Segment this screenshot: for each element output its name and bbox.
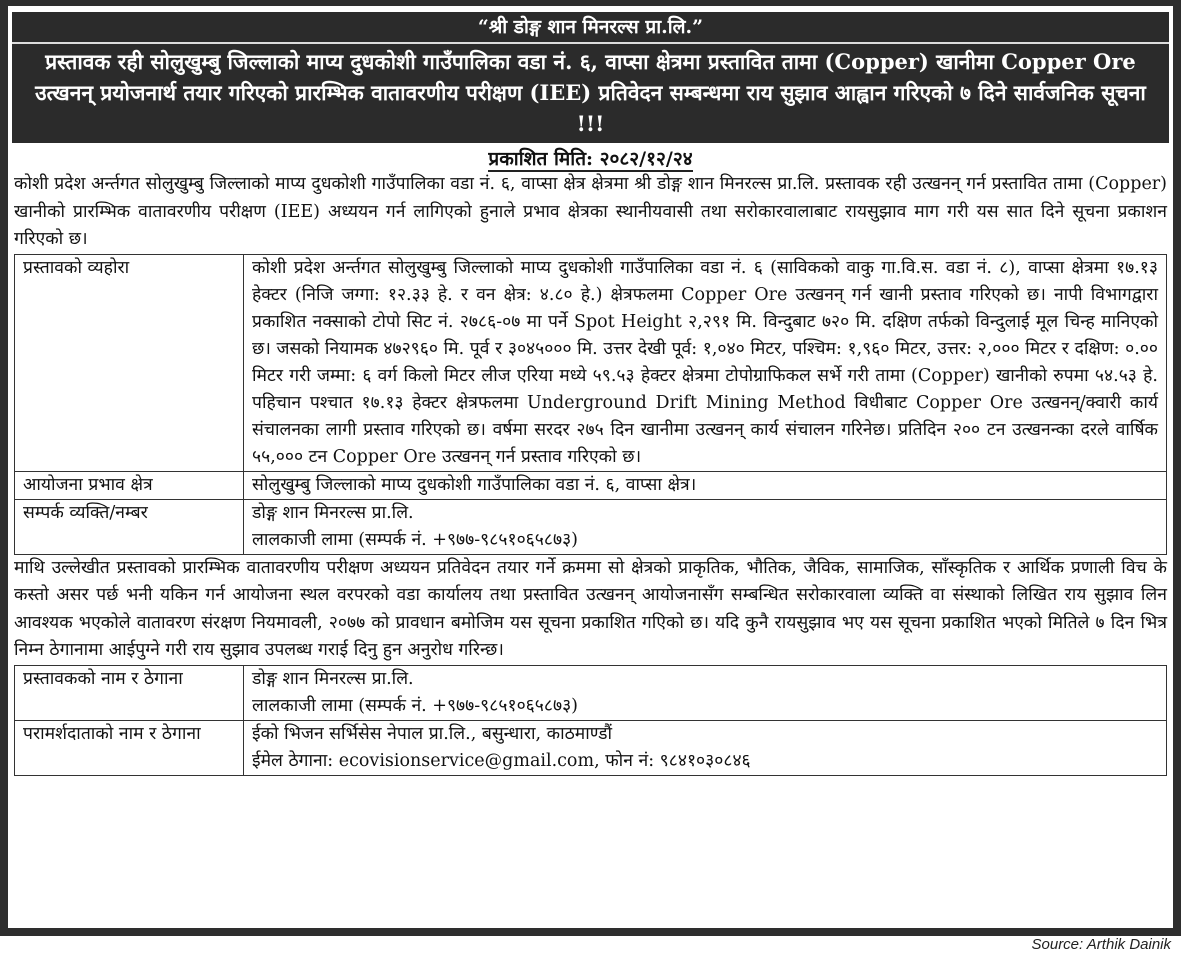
row-label: परामर्शदाताको नाम र ठेगाना — [15, 720, 244, 775]
table-row — [15, 254, 1167, 471]
table-row — [15, 665, 1167, 720]
proposal-table — [14, 254, 1167, 555]
intro-paragraph: कोशी प्रदेश अर्न्तगत सोलुखुम्बु जिल्लाको माप्य दुधकोशी गाउँपालिका वडा नं. ६, वाप्सा क्षेत्र क्षेत्रमा श्री डोङ्ग शान मिनरल्स प्रा.लि. प्रस्तावक रही उत्खनन् गर्न प्रस्तावित तामा (Copper) खानीको प्रारम्भिक वातावरणीय परीक्षण (IEE) अध्ययन गर्न लागिएको हुनाले प्रभाव क्षेत्रका स्थानीयवासी तथा सरोकारवालाबाट रायसुझाव माग गरी यस सात दिने सूचना प्रकाशन गरिएको छ। — [14, 174, 1167, 249]
row-value-line: लालकाजी लामा (सम्पर्क नं. +९७७-९८५१०६५८७३) — [252, 695, 578, 716]
row-value-line: कोशी प्रदेश अर्न्तगत सोलुखुम्बु जिल्लाको माप्य दुधकोशी गाउँपालिका वडा नं. ६ (साविकको वाकु गा.वि.स. वडा नं. ८), वाप्सा क्षेत्रमा १७.१३ हेक्टर (निजि जग्गा: १२.३३ हे. र वन क्षेत्र: ४.८० हे.) क्षेत्रफलमा Copper Ore उत्खनन् गर्न खानी प्रस्ताव गरिएको छ। नापी विभागद्वारा प्रकाशित नक्साको टोपो सिट नं. २७८६-०७ मा पर्ने Spot Height २,२९१ मि. विन्दुबाट ७२० मि. दक्षिण तर्फको विन्दुलाई मूल चिन्ह मानिएको छ। जसको नियामक ४७२९६० मि. पूर्व र ३०४५००० मि. उत्तर देखी पूर्व: १,०४० मिटर, पश्चिम: १,९६० मिटर, उत्तर: २,००० मिटर र दक्षिण: ०.०० मिटर गरी जम्मा: ६ वर्ग किलो मिटर लीज एरिया मध्ये ५९.५३ हेक्टर क्षेत्रमा टोपोग्राफिकल सर्भे गरी तामा (Copper) खानीको रुपमा ५४.५३ हे. पहिचान पश्चात १७.१३ हेक्टर क्षेत्रफलमा Underground Drift Mining Method विधीबाट Copper Ore उत्खनन्/क्वारी कार्य संचालनका लागी प्रस्ताव गरिएको छ। वर्षमा सरदर २७५ दिन खानीमा उत्खनन् कार्य संचालन गरिनेछ। प्रतिदिन २०० टन उत्खनन्का दरले वार्षिक ५५,००० टन Copper Ore उत्खनन् गर्न प्रस्ताव गरिएको छ। — [252, 257, 1158, 467]
row-label: सम्पर्क व्यक्ति/नम्बर — [15, 499, 244, 554]
source-credit: Source: Arthik Dainik — [1031, 936, 1171, 953]
row-label: प्रस्तावकको नाम र ठेगाना — [15, 665, 244, 720]
row-value — [244, 499, 1167, 554]
row-value-line: लालकाजी लामा (सम्पर्क नं. +९७७-९८५१०६५८७३) — [252, 529, 578, 550]
row-label: प्रस्तावको व्यहोरा — [15, 254, 244, 471]
contact-table — [14, 665, 1167, 776]
row-value-line: डोङ्ग शान मिनरल्स प्रा.लि. — [252, 502, 414, 523]
row-value-line: डोङ्ग शान मिनरल्स प्रा.लि. — [252, 668, 414, 689]
table-row — [15, 471, 1167, 499]
notice-header — [12, 12, 1169, 143]
row-value — [244, 254, 1167, 471]
row-value-line: ईमेल ठेगाना: ecovisionservice@gmail.com, फोन नं: ९८४१०३०८४६ — [252, 750, 751, 771]
row-label: आयोजना प्रभाव क्षेत्र — [15, 471, 244, 499]
publish-date-text: प्रकाशित मिति: २०८२/१२/२४ — [488, 148, 693, 170]
table-row — [15, 720, 1167, 775]
table-row — [15, 499, 1167, 554]
body-paragraph: माथि उल्लेखीत प्रस्तावको प्रारम्भिक वातावरणीय परीक्षण अध्ययन प्रतिवेदन तयार गर्ने क्रममा सो क्षेत्रको प्राकृतिक, भौतिक, जैविक, सामाजिक, साँस्कृतिक र आर्थिक प्रणाली विच के कस्तो असर पर्छ भनी यकिन गर्न आयोजना स्थल वरपरको वडा कार्यालय तथा प्रस्तावित उत्खनन् आयोजनासँग सम्बन्धित सरोकारवाला व्यक्ति वा संस्थाको लिखित राय सुझाव लिन आवश्यक भएकोले वातावरण संरक्षण नियमावली, २०७७ को प्रावधान बमोजिम यस सूचना प्रकाशित गएिको छ। यदि कुनै रायसुझाव भए यस सूचना प्रकाशित भएको मितिले ७ दिन भित्र निम्न ठेगानामा आईपुग्ने गरी राय सुझाव उपलब्ध गराई दिनु हुन अनुरोध गरिन्छ। — [14, 557, 1167, 660]
publish-date — [8, 145, 1173, 171]
row-value — [244, 471, 1167, 499]
row-value-line: सोलुखुम्बु जिल्लाको माप्य दुधकोशी गाउँपालिका वडा नं. ६, वाप्सा क्षेत्र। — [252, 474, 697, 495]
row-value — [244, 720, 1167, 775]
company-name: “श्री डोङ्ग शान मिनरल्स प्रा.लि.” — [12, 12, 1169, 44]
row-value — [244, 665, 1167, 720]
notice-title: प्रस्तावक रही सोलुखुम्बु जिल्लाको माप्य दुधकोशी गाउँपालिका वडा नं. ६, वाप्सा क्षेत्रमा प्रस्तावित तामा (Copper) खानीमा Copper Ore उत्खनन् प्रयोजनार्थ तयार गरिएको प्रारम्भिक वातावरणीय परीक्षण (IEE) प्रतिवेदन सम्बन्धमा राय सुझाव आह्वान गरिएको ७ दिने सार्वजनिक सूचना !!! — [35, 49, 1146, 136]
row-value-line: ईको भिजन सर्भिसेस नेपाल प्रा.लि., बसुन्धारा, काठमाण्डौं — [252, 723, 612, 744]
